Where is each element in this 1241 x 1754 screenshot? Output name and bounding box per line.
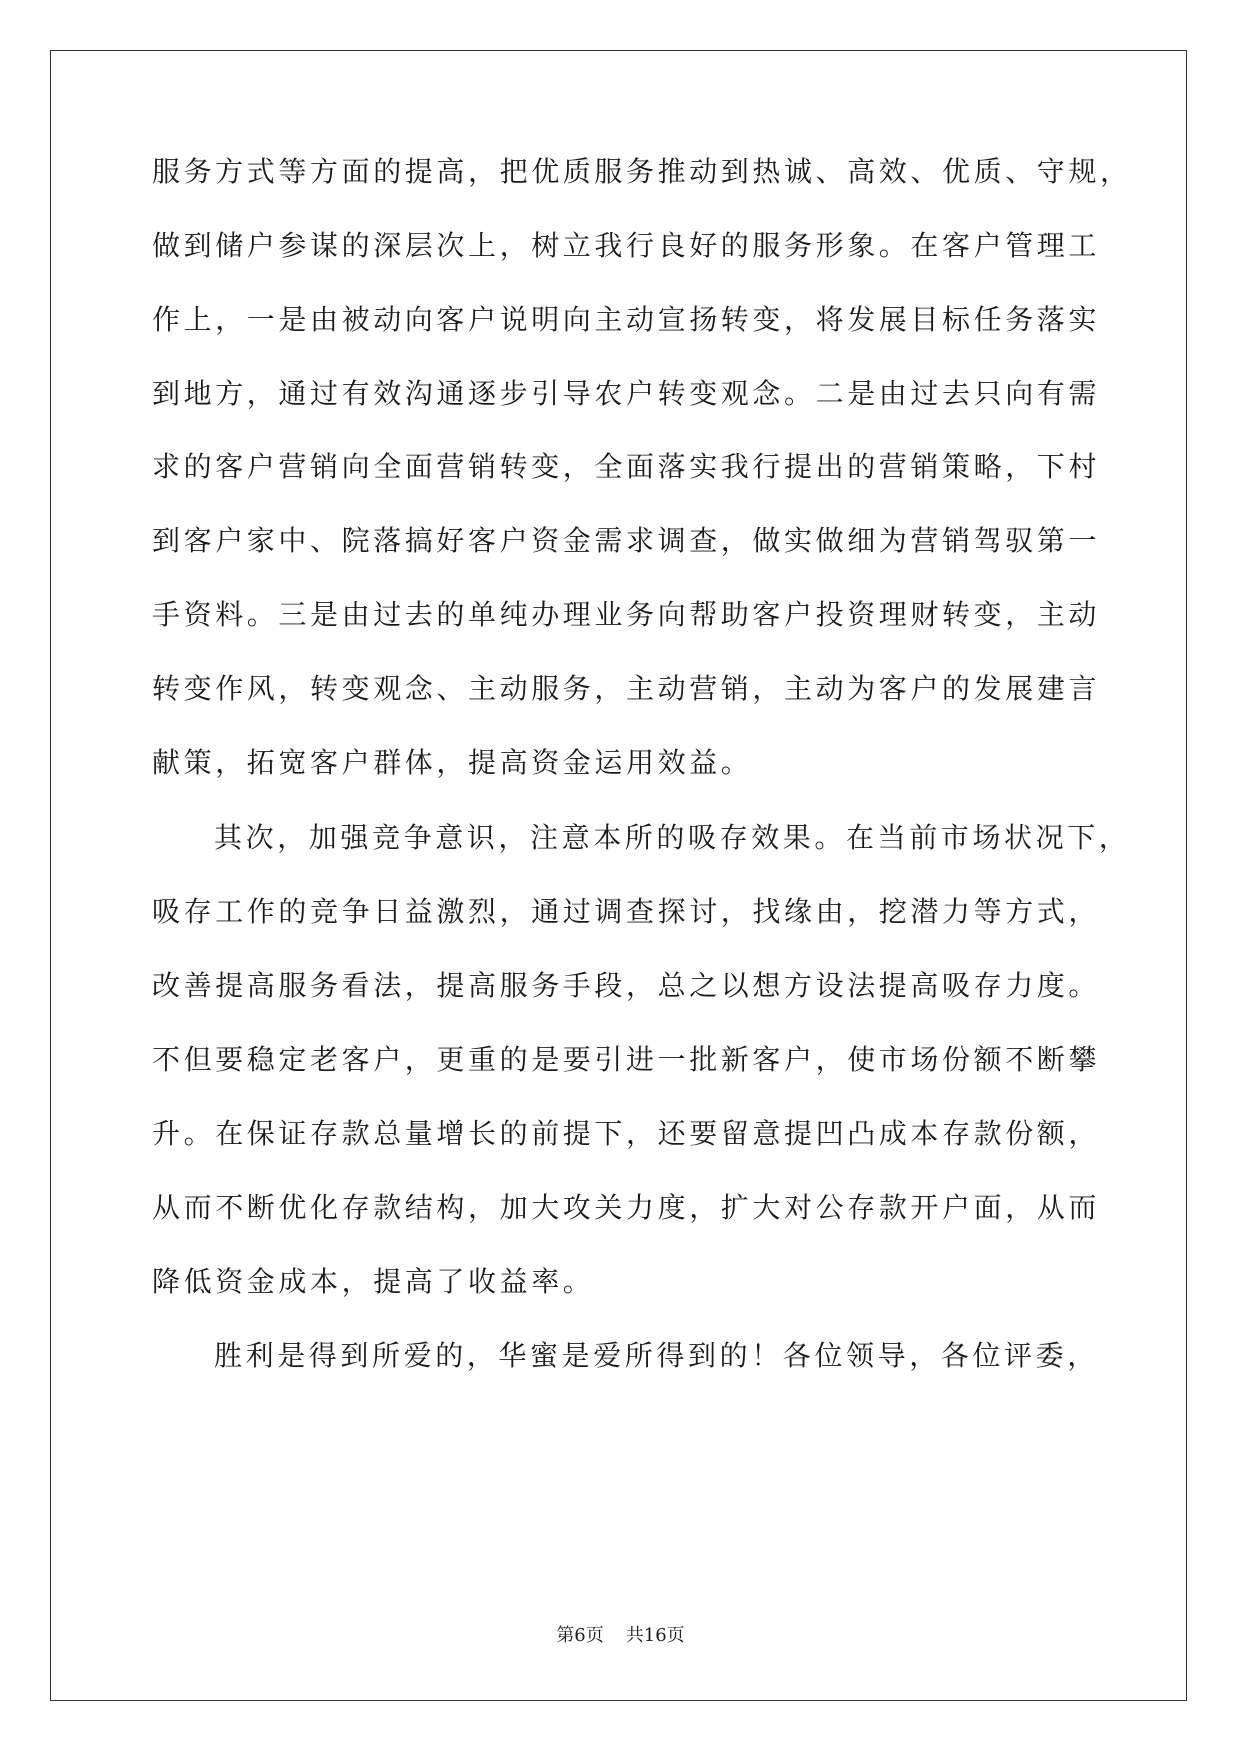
text-line: 作上，一是由被动向客户说明向主动宣扬转变，将发展目标任务落实 (152, 303, 1101, 336)
text-line: 从而不断优化存款结构，加大攻关力度，扩大对公存款开户面，从而 (152, 1191, 1101, 1224)
text-line: 献策，拓宽客户群体，提高资金运用效益。 (152, 746, 753, 779)
page-footer (0, 1621, 1241, 1647)
text-line: 不但要稳定老客户，更重的是要引进一批新客户，使市场份额不断攀 (152, 1043, 1101, 1076)
text-line: 求的客户营销向全面营销转变，全面落实我行提出的营销策略，下村 (152, 450, 1101, 483)
text-line: 转变作风，转变观念、主动服务，主动营销，主动为客户的发展建言 (152, 672, 1101, 705)
text-line: 到客户家中、院落搞好客户资金需求调查，做实做细为营销驾驭第一 (152, 524, 1101, 557)
page-number: 第6页 (556, 1625, 604, 1646)
text-line: 做到储户参谋的深层次上，树立我行良好的服务形象。在客户管理工 (152, 229, 1101, 262)
text-line: 到地方，通过有效沟通逐步引导农户转变观念。二是由过去只向有需 (152, 377, 1101, 410)
paragraph-first-line: 胜利是得到所爱的，华蜜是爱所得到的！各位领导，各位评委， (214, 1339, 1099, 1372)
text-line: 升。在保证存款总量增长的前提下，还要留意提凹凸成本存款份额， (152, 1117, 1101, 1150)
text-line: 服务方式等方面的提高，把优质服务推动到热诚、高效、优质、守规， (152, 155, 1132, 188)
text-line: 手资料。三是由过去的单纯办理业务向帮助客户投资理财转变，主动 (152, 598, 1101, 631)
page-border (50, 50, 1187, 1701)
paragraph-first-line: 其次，加强竞争意识，注意本所的吸存效果。在当前市场状况下， (214, 821, 1131, 854)
text-line: 改善提高服务看法，提高服务手段，总之以想方设法提高吸存力度。 (152, 969, 1101, 1002)
text-line: 吸存工作的竞争日益激烈，通过调查探讨，找缘由，挖潜力等方式， (152, 895, 1101, 928)
text-line: 降低资金成本，提高了收益率。 (152, 1265, 595, 1298)
page-total: 共16页 (625, 1625, 685, 1646)
